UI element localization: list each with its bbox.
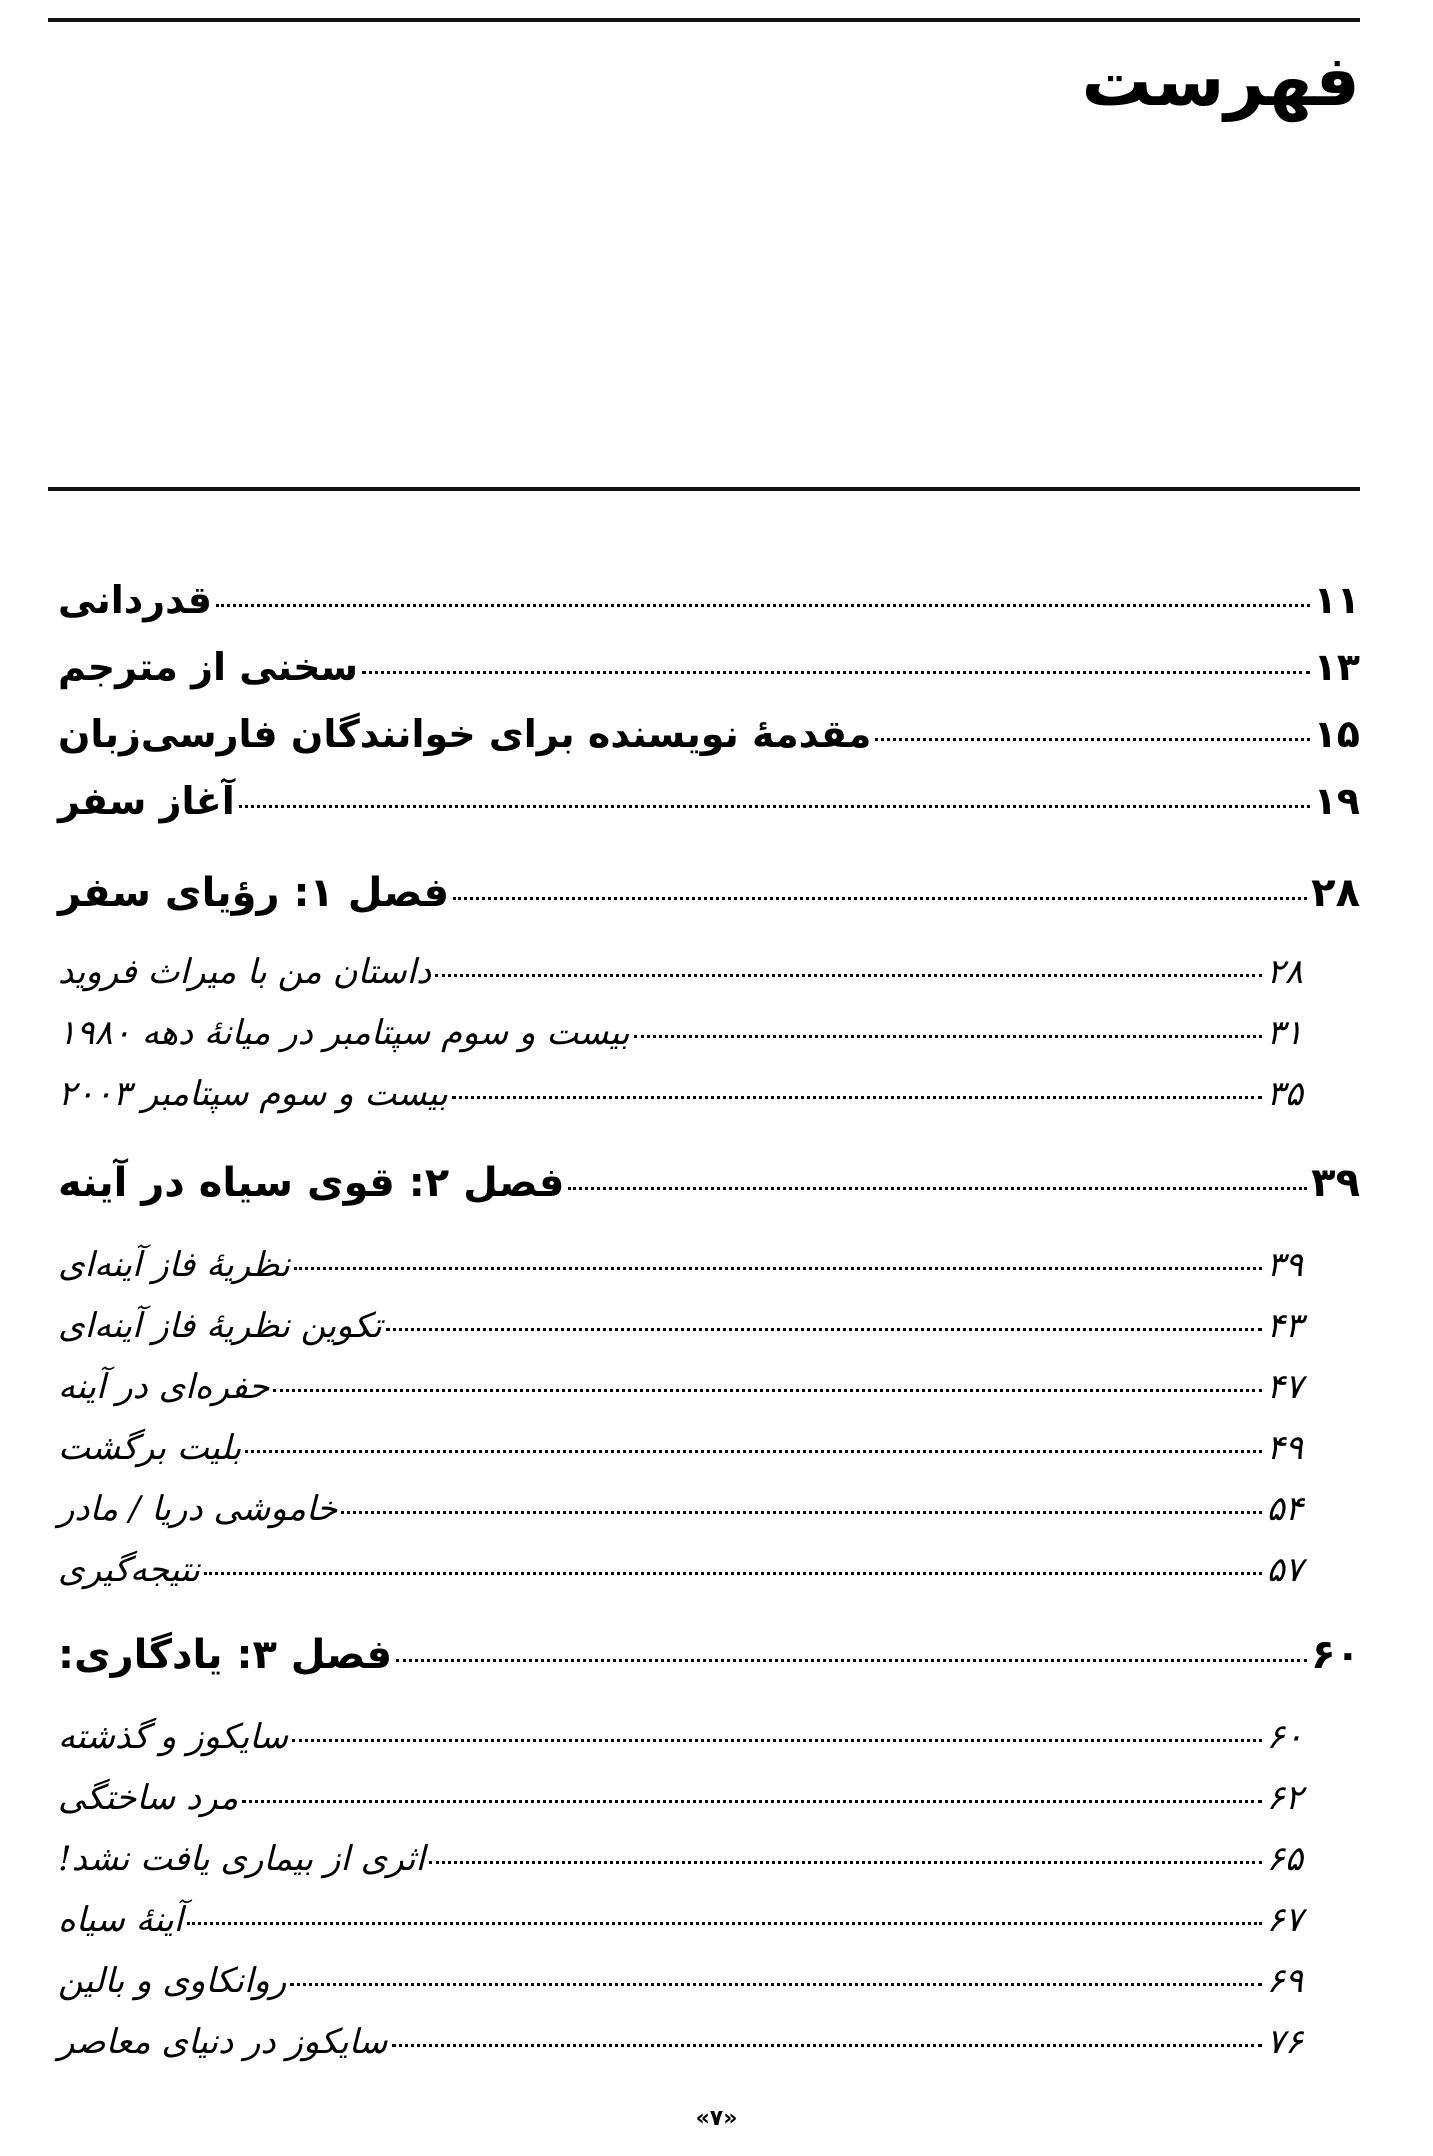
toc-entry-title: آینهٔ سیاه [58, 1900, 184, 1940]
dot-leader [294, 1267, 1263, 1270]
dot-leader [386, 1328, 1263, 1331]
toc-page-number: ۲۸ [1266, 952, 1303, 992]
dot-leader [273, 1389, 1262, 1392]
toc-entry-title: اثری از بیماری یافت نشد! [58, 1839, 425, 1879]
toc-subentry[interactable] [58, 1013, 1303, 1053]
dot-leader [341, 1511, 1262, 1514]
toc-entry-title: خاموشی دریا / مادر [58, 1489, 338, 1529]
toc-chapter-title: فصل ۳: یادگاری: [58, 1632, 393, 1678]
toc-entry-title: مقدمهٔ نویسنده برای خوانندگان فارسی‌زبان [58, 712, 872, 756]
toc-page-number: ۲۸ [1311, 870, 1360, 916]
toc-entry-title: سخنی از مترجم [58, 645, 358, 689]
dot-leader [435, 974, 1262, 977]
toc-entry-title: مرد ساختگی [58, 1778, 239, 1818]
toc-chapter-1[interactable] [58, 870, 1360, 916]
toc-entry-title: حفره‌ای در آینه [58, 1367, 270, 1407]
toc-entry-title: بلیت برگشت [58, 1428, 242, 1468]
toc-page-number: ۳۹ [1311, 1160, 1360, 1206]
dot-leader [453, 897, 1307, 900]
toc-subentry[interactable] [58, 952, 1303, 992]
toc-subentry[interactable] [58, 1961, 1303, 2001]
toc-entry-translator-note[interactable] [58, 645, 1360, 689]
dot-leader [875, 738, 1309, 741]
toc-entry-title: آغاز سفر [58, 779, 235, 823]
toc-page-number: ۶۰ [1266, 1717, 1303, 1757]
toc-page-number: ۶۰ [1311, 1632, 1360, 1678]
toc-chapter-3[interactable] [58, 1632, 1360, 1678]
toc-page-number: ۱۵ [1313, 712, 1360, 756]
toc-entry-title: قدردانی [58, 578, 212, 622]
toc-page-number: ۱۹ [1313, 779, 1360, 823]
dot-leader [392, 2044, 1263, 2047]
toc-page-number: ۶۷ [1266, 1900, 1303, 1940]
toc-subentry[interactable] [58, 1306, 1303, 1346]
toc-page-number: ۳۹ [1266, 1245, 1303, 1285]
toc-page-number: ۶۲ [1266, 1778, 1303, 1818]
dot-leader [396, 1659, 1307, 1662]
toc-chapter-2[interactable] [58, 1160, 1360, 1206]
toc-entry-acknowledgements[interactable] [58, 578, 1360, 622]
toc-page-number: ۶۹ [1266, 1961, 1303, 2001]
dot-leader [245, 1450, 1262, 1453]
toc-page-number: ۱۳ [1313, 645, 1360, 689]
page-title: فهرست [1081, 40, 1360, 122]
toc-page-number: ۴۳ [1266, 1306, 1303, 1346]
toc-subentry[interactable] [58, 1489, 1303, 1529]
dot-leader [429, 1861, 1263, 1864]
dot-leader [568, 1187, 1307, 1190]
dot-leader [216, 604, 1310, 607]
dot-leader [242, 1800, 1262, 1803]
toc-page-number: ۴۷ [1266, 1367, 1303, 1407]
toc-subentry[interactable] [58, 1428, 1303, 1468]
toc-subentry[interactable] [58, 1367, 1303, 1407]
toc-entry-title: سایکوز در دنیای معاصر [58, 2022, 388, 2062]
dot-leader [634, 1035, 1263, 1038]
toc-page-number: ۱۱ [1313, 578, 1360, 622]
toc-page-number: ۵۷ [1266, 1550, 1303, 1590]
toc-chapter-title: فصل ۱: رؤیای سفر [58, 870, 450, 916]
toc-subentry[interactable] [58, 1074, 1303, 1114]
dot-leader [204, 1572, 1262, 1575]
toc-entry-journey-start[interactable] [58, 779, 1360, 823]
toc-chapter-title: فصل ۲: قوی سیاه در آینه [58, 1160, 565, 1206]
dot-leader [290, 1983, 1262, 1986]
toc-entry-title: بیست و سوم سپتامبر ۲۰۰۳ [58, 1074, 448, 1114]
toc-page-number: ۷۶ [1266, 2022, 1303, 2062]
toc-entry-author-preface[interactable] [58, 712, 1360, 756]
toc-entry-title: داستان من با میراث فروید [58, 952, 432, 992]
toc-subentry[interactable] [58, 1245, 1303, 1285]
toc-page-number: ۳۵ [1266, 1074, 1303, 1114]
toc-page-number: ۳۱ [1266, 1013, 1303, 1053]
toc-page-number: ۵۴ [1266, 1489, 1303, 1529]
toc-subentry[interactable] [58, 1839, 1303, 1879]
dot-leader [292, 1739, 1262, 1742]
toc-page-number: ۴۹ [1266, 1428, 1303, 1468]
toc-subentry[interactable] [58, 2022, 1303, 2062]
toc-subentry[interactable] [58, 1900, 1303, 1940]
toc-entry-title: روانکاوی و بالین [58, 1961, 287, 2001]
toc-entry-title: نتیجه‌گیری [58, 1550, 200, 1590]
toc-subentry[interactable] [58, 1717, 1303, 1757]
toc-entry-title: سایکوز و گذشته [58, 1717, 289, 1757]
dot-leader [239, 805, 1310, 808]
dot-leader [187, 1922, 1262, 1925]
toc-page-number: ۶۵ [1266, 1839, 1303, 1879]
toc-subentry[interactable] [58, 1550, 1303, 1590]
dot-leader [452, 1096, 1263, 1099]
toc-entry-title: تکوین نظریهٔ فاز آینه‌ای [58, 1306, 382, 1346]
toc-entry-title: بیست و سوم سپتامبر در میانهٔ دهه ۱۹۸۰ [58, 1013, 630, 1053]
dot-leader [362, 671, 1310, 674]
toc-entry-title: نظریهٔ فاز آینه‌ای [58, 1245, 290, 1285]
toc-subentry[interactable] [58, 1778, 1303, 1818]
page-number-footer: «۷» [695, 2106, 738, 2131]
